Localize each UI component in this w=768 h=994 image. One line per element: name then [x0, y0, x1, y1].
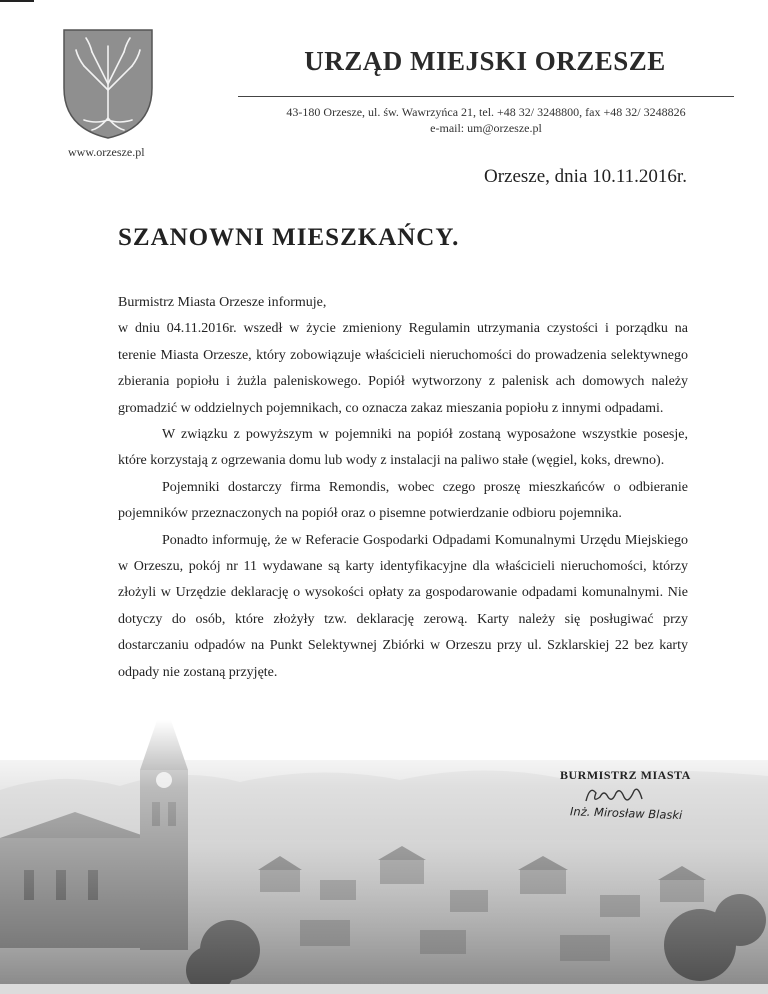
- signature-title: BURMISTRZ MIASTA: [560, 768, 691, 782]
- paragraph-containers: W związku z powyższym w pojemniki na popiół zostaną wyposażone wszystkie posesje, które korzystają z ogrzewania domu lub wody z instalacji na paliwo stałe (węgiel, koks, drewno).: [118, 427, 688, 469]
- address-line: 43-180 Orzesze, ul. św. Wawrzyńca 21, tel. +48 32/ 3248800, fax +48 32/ 3248826: [286, 105, 686, 119]
- handwritten-signature: [582, 783, 652, 807]
- office-name: URZĄD MIEJSKI ORZESZE: [304, 46, 666, 76]
- paragraph-delivery: Pojemniki dostarczy firma Remondis, wobec czego proszę mieszkańców o odbieranie pojemników przeznaczonych na popiół oraz o pisemne potwierdzanie odbioru pojemnika.: [118, 479, 688, 522]
- tree-crest-icon: [62, 28, 154, 140]
- header-divider: [238, 96, 734, 97]
- signatory-name: Inż. Mirosław Blaski: [569, 804, 683, 823]
- website-link[interactable]: www.orzesze.pl: [68, 145, 145, 159]
- signature-block: [560, 768, 730, 821]
- scan-corner-mark: [0, 0, 34, 2]
- salutation-heading: SZANOWNI MIESZKAŃCY.: [118, 224, 460, 251]
- paragraph-regulation: w dniu 04.11.2016r. wszedł w życie zmieniony Regulamin utrzymania czystości i porządku na terenie Miasta Orzesze, który zobowiązuje właścicieli nieruchomości do prowadzenia selektywnego zbierania popiołu i żużla paleniskowego. Popiół wytworzony z palenisk ach domowych należy gromadzić w oddzielnych pojemnikach, co oznacza zakaz mieszania popiołu z innymi odpadami.: [118, 321, 688, 416]
- town-photo: [0, 720, 768, 986]
- paragraph-id-cards: Ponadto informuję, że w Referacie Gospodarki Odpadami Komunalnymi Urzędu Miejskiego w Orzeszu, pokój nr 11 wydawane są karty identyfikacyjne dla właścicieli nieruchomości, którzy złożyli w Urzędzie deklarację o wysokości opłaty za gospodarowanie odpadami komunalnymi. Nie dotyczy do osób, które złożyły tzw. deklarację zerową. Karty należy się posługiwać przy dostarczaniu odpadów na Punkt Selektywnej Zbiórki w Orzeszu przy ul. Szklarskiej 22 bez karty odpady nie zostaną przyjęte.: [118, 532, 688, 680]
- paragraph-intro: Burmistrz Miasta Orzesze informuje,: [118, 295, 327, 310]
- scan-bottom-edge: [0, 984, 768, 994]
- email-line[interactable]: e-mail: um@orzesze.pl: [430, 121, 542, 135]
- letter-date: Orzesze, dnia 10.11.2016r.: [484, 166, 687, 187]
- letter-body: [118, 290, 688, 686]
- address-block: [238, 104, 734, 136]
